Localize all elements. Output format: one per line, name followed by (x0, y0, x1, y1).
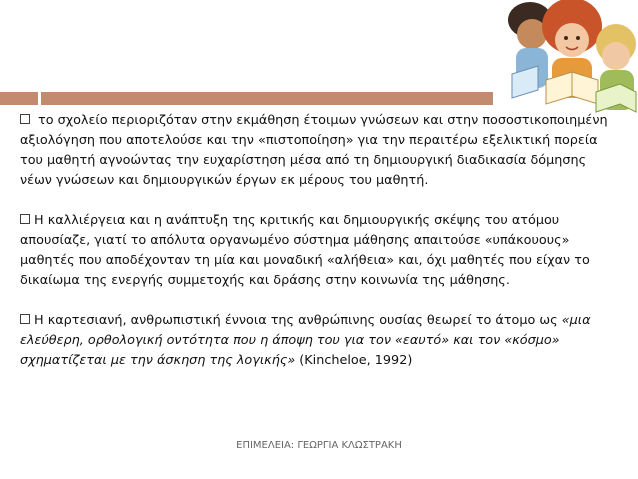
paragraph-2-text: Η καλλιέργεια και η ανάπτυξη της κριτικής και δημιουργικής σκέψης του ατόμου απουσίαζε, γιατί το απόλυτα οργανωμένο σύστημα μάθησης απαιτούσε «υπάκουους» μαθητές που αποδέχονταν τη μία και μοναδική «αλήθεια» και, όχι μαθητές που είχαν το δικαίωμα της ενεργής συμμετοχής και δράσης στην κοινωνία της μάθησης. (20, 213, 590, 288)
paragraph-3 (20, 311, 610, 371)
paragraph-1-text: το σχολείο περιοριζόταν στην εκμάθηση έτοιμων γνώσεων και στην ποσοστικοποιημένη αξιολόγηση που αποτελούσε και την «πιστοποίηση» για την περαιτέρω εξελικτική πορεία του μαθητή αγνοώντας την ευχαρίστηση μέσα από τη δημιουργική διαδικασία δόμησης νέων γνώσεων και δημιουργικών έργων εκ μέρους του μαθητή. (20, 113, 608, 188)
square-bullet-icon (20, 214, 30, 224)
slide-content (20, 111, 610, 371)
paragraph-1 (20, 111, 610, 191)
square-bullet-icon (20, 114, 30, 124)
children-reading-icon (498, 0, 638, 116)
paragraph-3-intro: Η καρτεσιανή, ανθρωπιστική έννοια της ανθρώπινης ουσίας θεωρεί το άτομο ως (34, 313, 562, 328)
accent-bar-right (41, 92, 493, 105)
paragraph-2 (20, 211, 610, 291)
paragraph-3-citation: (Kincheloe, 1992) (295, 353, 413, 368)
children-reading-illustration (498, 0, 638, 116)
square-bullet-icon (20, 314, 30, 324)
footer-author: ΕΠΙΜΕΛΕΙΑ: ΓΕΩΡΓΙΑ ΚΛΩΣΤΡΑΚΗ (236, 440, 402, 451)
accent-bar-left (0, 92, 38, 105)
paragraph-3-quote: «μια ελεύθερη, ορθολογική οντότητα που η άποψη του για τον «εαυτό» και τον «κόσμο» σχηματίζεται με την άσκηση της λογικής» (20, 313, 591, 368)
